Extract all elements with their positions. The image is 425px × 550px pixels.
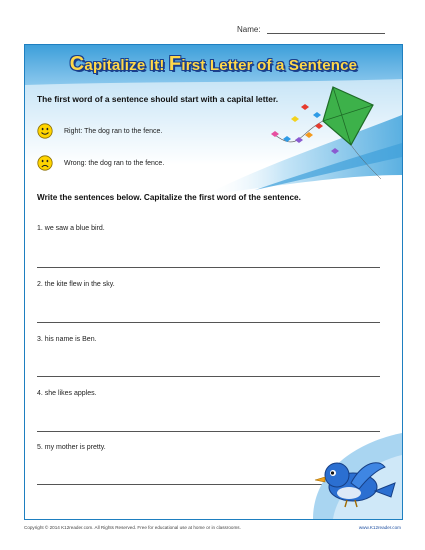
sad-face-icon [37,155,53,171]
worksheet-frame [24,44,403,520]
example-right [37,123,162,139]
question-1: 1. we saw a blue bird. [37,225,105,232]
title-letter-c: C [69,53,85,75]
answer-line-3[interactable] [37,376,380,377]
bluebird-illustration [293,433,402,519]
name-field [237,25,385,34]
copyright-text: Copyright © 2014 K12reader.com. All Rights Reserved. Free for educational use at home or in classrooms. [24,525,241,530]
title-part1: apitalize It! [84,57,169,74]
example-wrong [37,155,164,171]
name-label: Name: [237,25,263,34]
kite-illustration [261,79,381,189]
site-url-link[interactable]: www.K12reader.com [358,525,401,530]
question-3: 3. his name is Ben. [37,336,97,343]
title-letter-f: F [168,53,182,75]
example-wrong-text: Wrong: the dog ran to the fence. [64,159,165,167]
answer-line-4[interactable] [37,431,380,432]
question-5: 5. my mother is pretty. [37,444,106,451]
worksheet-title [25,53,402,76]
happy-face-icon [37,123,53,139]
question-2: 2. the kite flew in the sky. [37,281,115,288]
question-4: 4. she likes apples. [37,390,97,397]
page-footer [24,525,401,530]
answer-line-2[interactable] [37,322,380,323]
name-blank-line[interactable] [267,25,385,34]
answer-line-1[interactable] [37,267,380,268]
rule-text: The first word of a sentence should start with a capital letter. [37,94,279,104]
title-part2: irst Letter of a Sentence [181,57,358,74]
instruction-text: Write the sentences below. Capitalize the first word of the sentence. [37,193,301,202]
example-right-text: Right: The dog ran to the fence. [64,127,163,135]
